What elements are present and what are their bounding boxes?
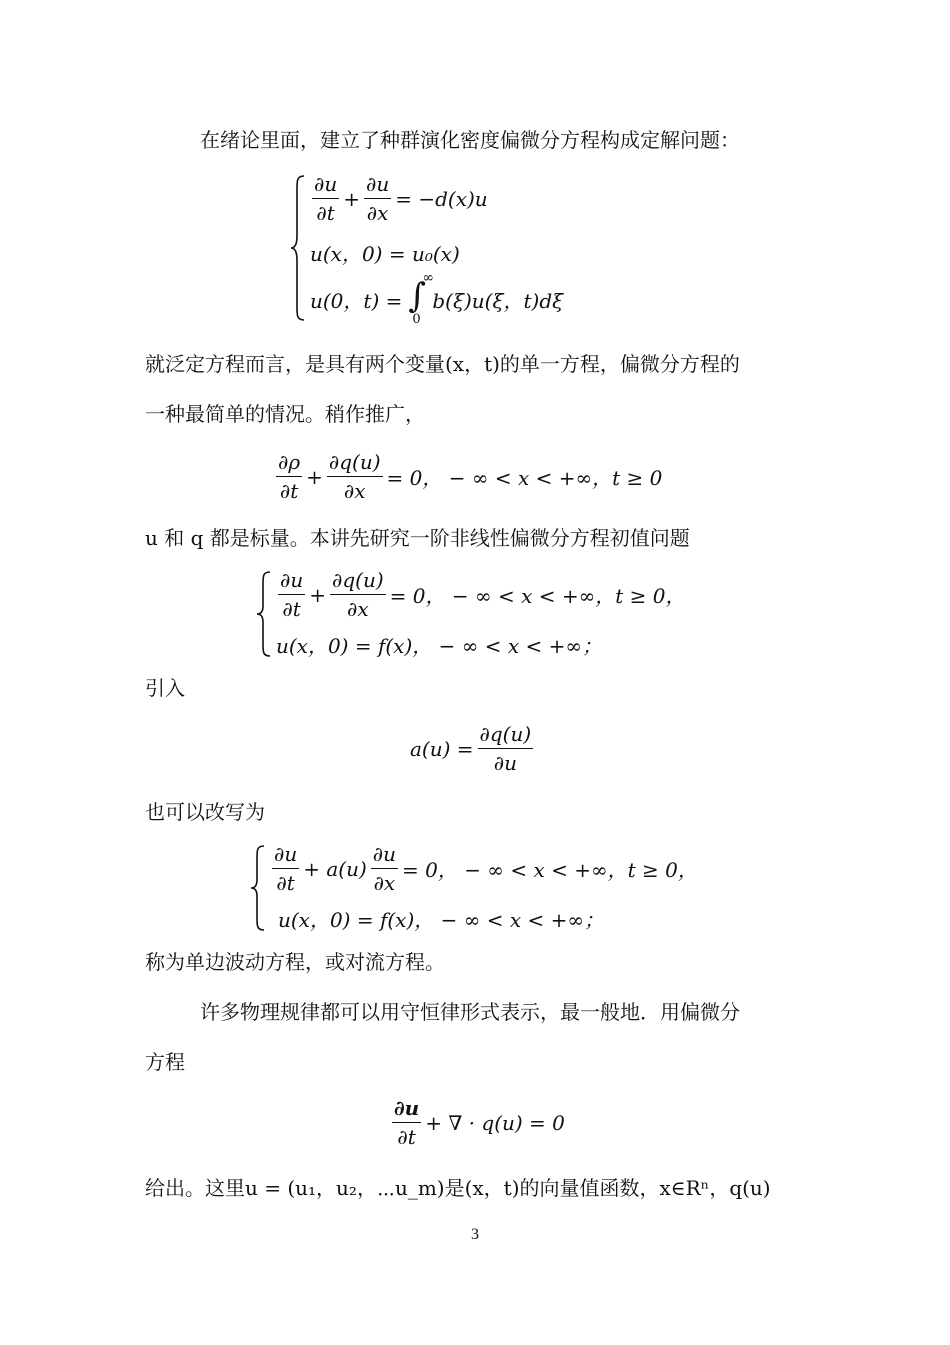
equation-system-5: $\frac{\partial u}{\partial t}$ + a(u) $\frac{\partial u}{\partial x}$ = 0， − ∞ < x < +∞，t ≥ 0， u(x，0) = f(x)， − ∞ < x < +∞； xyxy=(250,842,700,934)
paragraph-intro: 在绪论里面，建立了种群演化密度偏微分方程构成定解问题： xyxy=(200,128,740,152)
eq1-line1-rhs: = −d(x)u xyxy=(395,186,488,211)
eq3-line2: u(x，0) = f(x)， − ∞ < x < +∞； xyxy=(276,634,603,658)
paragraph-4: u 和 q 都是标量。本讲先研究一阶非线性偏微分方程初值问题 xyxy=(145,526,690,550)
eq4-lhs: a(u) = xyxy=(410,736,474,761)
paragraph-9: 方程 xyxy=(145,1050,185,1074)
left-brace-icon xyxy=(250,844,266,932)
eq1-line3-lhs: u(0，t) = xyxy=(310,288,403,313)
paragraph-10: 给出。这里u = (u₁，u₂，⋯u_m)是(x，t)的向量值函数，x∈Rⁿ，q(u) xyxy=(145,1176,771,1200)
eq6-rhs: + ∇ · q(u) = 0 xyxy=(425,1110,565,1135)
eq5-line2: u(x，0) = f(x)， − ∞ < x < +∞； xyxy=(278,908,605,932)
paragraph-2: 就泛定方程而言，是具有两个变量(x，t)的单一方程，偏微分方程的 xyxy=(145,352,740,376)
paragraph-7: 称为单边波动方程，或对流方程。 xyxy=(145,950,445,974)
paragraph-5: 引入 xyxy=(145,676,185,700)
eq5-line1-rhs: = 0， − ∞ < x < +∞，t ≥ 0， xyxy=(402,858,698,882)
eq1-line3-rhs: b(ξ)u(ξ，t)dξ xyxy=(432,288,564,313)
fraction-du-dt: $\frac{\partial u}{\partial t}$ xyxy=(314,172,338,225)
equation-6: $\frac{\partial u}{\partial t}$ + ∇ · q(u) = 0 xyxy=(394,1096,565,1149)
equation-2: $\frac{\partial\rho}{\partial t}$ + $\frac{\partial q(u)}{\partial x}$ = 0， − ∞ < x < +∞，t ≥ 0 xyxy=(278,450,663,503)
eq3-line1-rhs: = 0， − ∞ < x < +∞，t ≥ 0， xyxy=(389,584,686,608)
eq1-line2: u(x，0) = u₀(x) xyxy=(310,242,460,266)
left-brace-icon xyxy=(256,570,272,658)
paragraph-3: 一种最简单的情况。稍作推广， xyxy=(145,402,425,426)
equation-system-3: $\frac{\partial u}{\partial t}$ + $\frac{\partial q(u)}{\partial x}$ = 0， − ∞ < x < +∞，t ≥ 0， u(x，0) = f(x)， − ∞ < x < +∞； xyxy=(256,568,696,660)
equation-system-1: $\frac{\partial u}{\partial t}$ + $\frac{\partial u}{\partial x}$ = −d(x)u u(x，0) = u₀(x) u(0，t) = ∫ ∞ 0 b(ξ)u(ξ，t)dξ xyxy=(290,172,630,328)
left-brace-icon xyxy=(290,174,306,322)
paragraph-6: 也可以改写为 xyxy=(145,800,265,824)
equation-4: a(u) = $\frac{\partial q(u)}{\partial u}$ xyxy=(410,722,532,775)
paragraph-8: 许多物理规律都可以用守恒律形式表示，最一般地．用偏微分 xyxy=(200,1000,740,1024)
eq2-rhs: = 0， − ∞ < x < +∞，t ≥ 0 xyxy=(386,466,663,490)
fraction-du-dx: $\frac{\partial u}{\partial x}$ xyxy=(366,172,390,225)
page-number: 3 xyxy=(471,1226,479,1243)
